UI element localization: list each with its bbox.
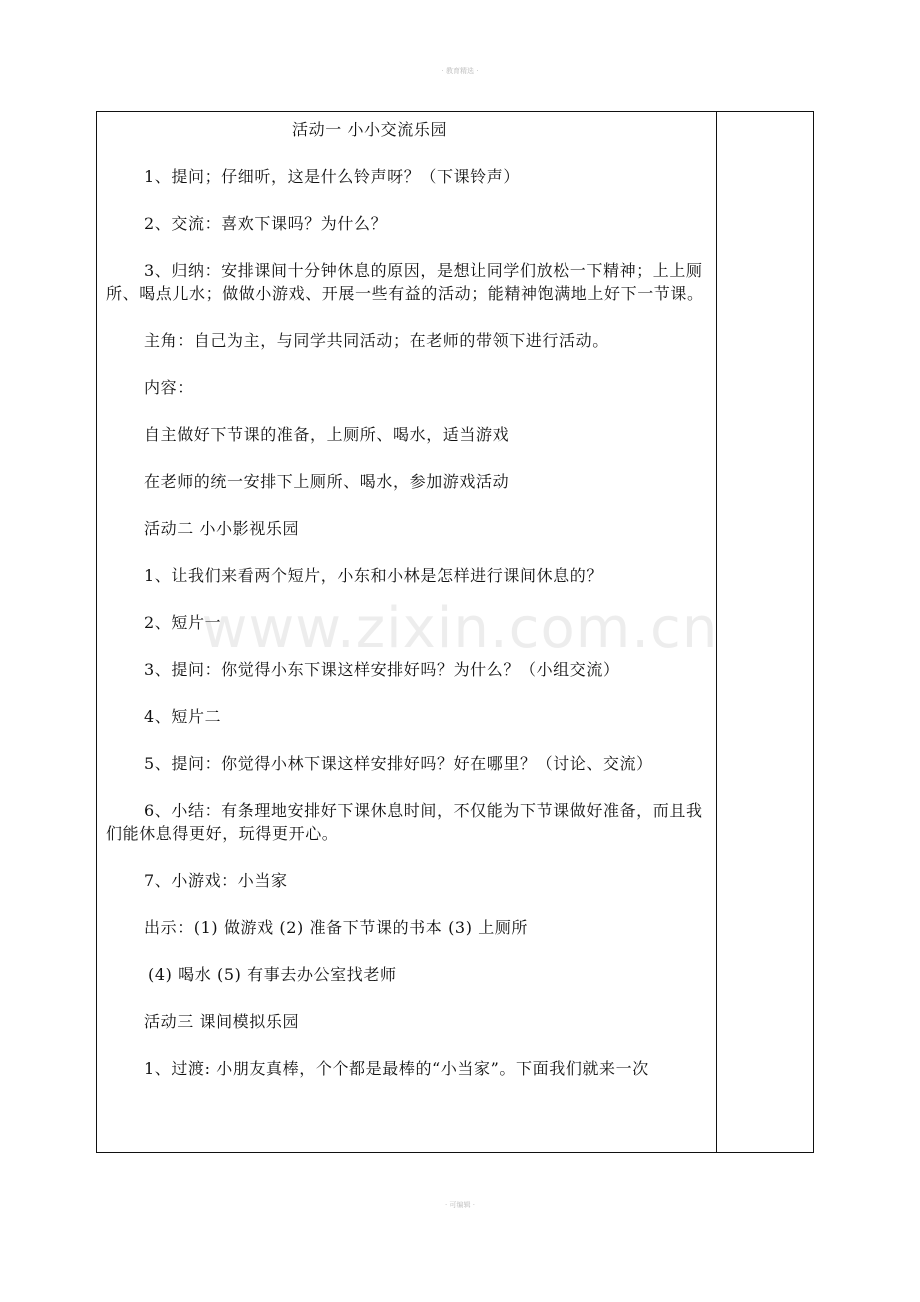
paragraph: 3、提问：你觉得小东下课这样安排好吗？为什么？（小组交流） (144, 660, 620, 679)
lesson-content-cell (106, 118, 710, 1080)
paragraph: 2、短片一 (144, 613, 222, 632)
paragraph: 出示：(1) 做游戏 (2) 准备下节课的书本 (3) 上厕所 (144, 918, 529, 937)
activity-three-title: 活动三 课间模拟乐园 (144, 1012, 300, 1031)
paragraph: 6、小结：有条理地安排好下课休息时间，不仅能为下节课做好准备，而且我们能休息得更好，玩得更开心。 (106, 801, 703, 843)
paragraph: (4) 喝水 (5) 有事去办公室找老师 (148, 965, 397, 984)
paragraph: 1、让我们来看两个短片，小东和小林是怎样进行课间休息的？ (144, 566, 603, 585)
paragraph: 自主做好下节课的准备，上厕所、喝水，适当游戏 (144, 425, 510, 444)
paragraph: 1、过渡: 小朋友真棒，个个都是最棒的“小当家”。下面我们就来一次 (144, 1059, 649, 1078)
paragraph: 3、归纳：安排课间十分钟休息的原因，是想让同学们放松一下精神；上上厕所、喝点儿水；做做小游戏、开展一些有益的活动；能精神饱满地上好下一节课。 (106, 261, 704, 303)
activity-one-title: 活动一 小小交流乐园 (292, 120, 448, 139)
paragraph: 1、提问；仔细听，这是什么铃声呀？（下课铃声） (144, 167, 520, 186)
paragraph: 4、短片二 (144, 707, 222, 726)
table-column-divider (716, 111, 717, 1152)
paragraph: 2、交流：喜欢下课吗？为什么？ (144, 214, 388, 233)
watermark: www.zixin.com.cn (201, 596, 719, 661)
activity-two-title: 活动二 小小影视乐园 (144, 519, 300, 538)
paragraph: 内容： (144, 378, 194, 397)
paragraph: 主角：自己为主，与同学共同活动；在老师的带领下进行活动。 (144, 331, 609, 350)
paragraph: 在老师的统一安排下上厕所、喝水，参加游戏活动 (144, 472, 510, 491)
page-footer: · 可编辑 · (445, 1201, 475, 1209)
page-header: · 教育精选 · (441, 67, 479, 75)
paragraph: 5、提问：你觉得小林下课这样安排好吗？好在哪里？（讨论、交流） (144, 754, 653, 773)
paragraph: 7、小游戏：小当家 (144, 871, 288, 890)
